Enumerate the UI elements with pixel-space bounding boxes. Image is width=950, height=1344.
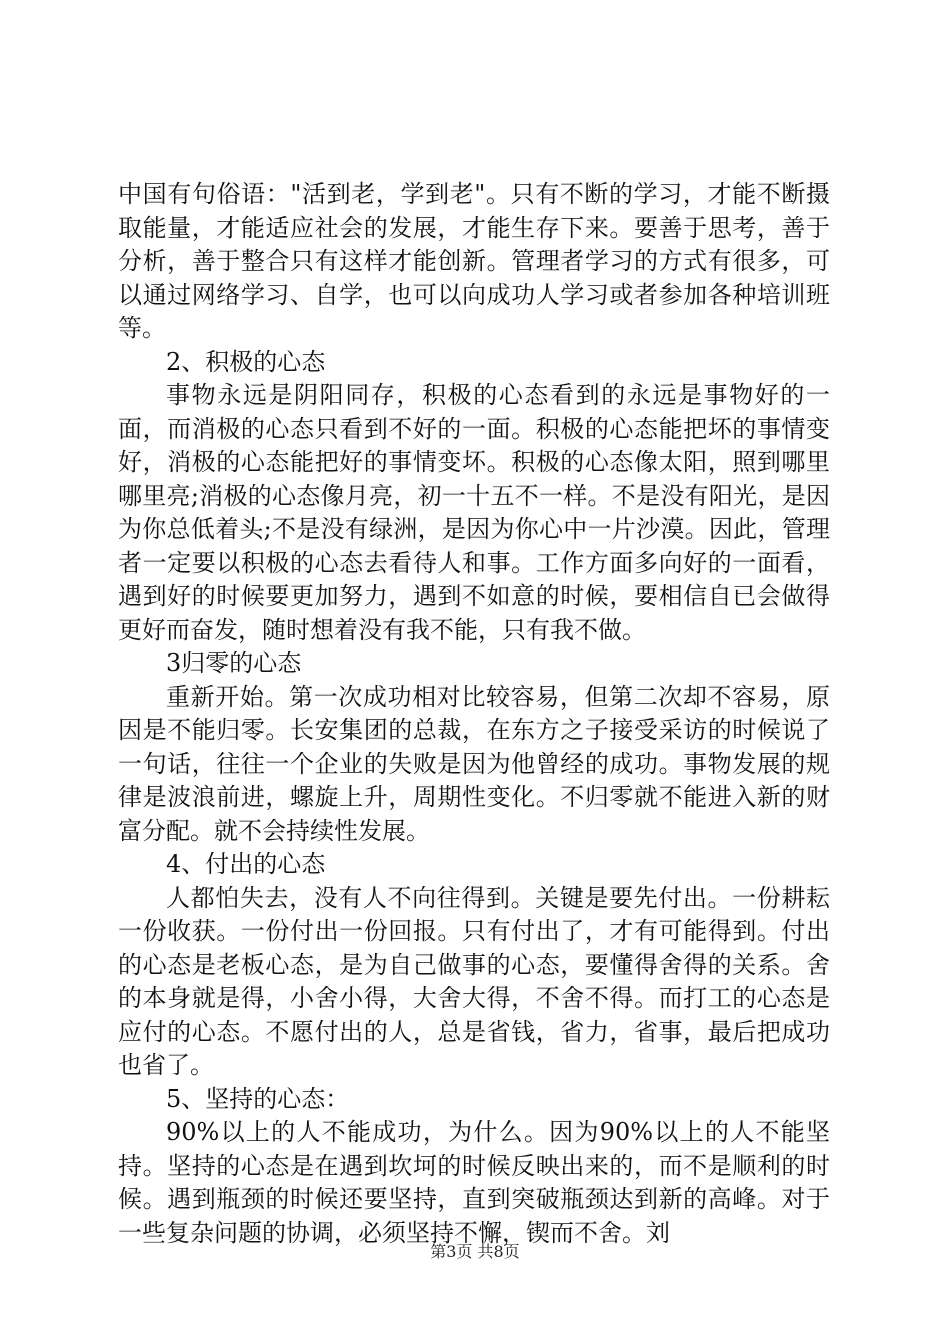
- document-body: [118, 178, 830, 1250]
- page-number-footer: 第3页 共8页: [430, 1242, 520, 1261]
- heading-giving-mindset: 4、付出的心态: [166, 850, 326, 878]
- heading-persistence-mindset: 5、坚持的心态：: [166, 1084, 350, 1113]
- heading-reset-mindset: 3归零的心态: [166, 649, 302, 677]
- paragraph-reset-mindset: 重新开始。第一次成功相对比较容易，但第二次却不容易，原因是不能归零。长安集团的总裁，在东方之子接受采访的时候说了一句话，往往一个企业的失败是因为他曾经的成功。事物发展的规律是波浪前进，螺旋上升，周期性变化。不归零就不能进入新的财富分配。就不会持续性发展。: [118, 682, 830, 845]
- paragraph-giving-mindset: 人都怕失去，没有人不向往得到。关键是要先付出。一份耕耘一份收获。一份付出一份回报。只有付出了，才有可能得到。付出的心态是老板心态，是为自己做事的心态，要懂得舍得的关系。舍的本身就是得，小舍小得，大舍大得，不舍不得。而打工的心态是应付的心态。不愿付出的人，总是省钱，省力，省事，最后把成功也省了。: [118, 883, 830, 1079]
- paragraph-positive-mindset: 事物永远是阴阳同存，积极的心态看到的永远是事物好的一面，而消极的心态只看到不好的一面。积极的心态能把坏的事情变好，消极的心态能把好的事情变坏。积极的心态像太阳，照到哪里哪里亮;消极的心态像月亮，初一十五不一样。不是没有阳光，是因为你总低着头;不是没有绿洲，是因为你心中一片沙漠。因此，管理者一定要以积极的心态去看待人和事。工作方面多向好的一面看，遇到好的时候要更加努力，遇到不如意的时候，要相信自已会做得更好而奋发，随时想着没有我不能，只有我不做。: [118, 381, 830, 644]
- paragraph-learning: 中国有句俗语："活到老，学到老"。只有不断的学习，才能不断摄取能量，才能适应社会的发展，才能生存下来。要善于思考，善于分析，善于整合只有这样才能创新。管理者学习的方式有很多，可以通过网络学习、自学，也可以向成功人学习或者参加各种培训班等。: [118, 180, 830, 342]
- paragraph-persistence-mindset: 90%以上的人不能成功，为什么。因为90%以上的人不能坚持。坚持的心态是在遇到坎坷的时候反映出来的，而不是顺利的时候。遇到瓶颈的时候还要坚持，直到突破瓶颈达到新的高峰。对于一些复杂问题的协调，必须坚持不懈，锲而不舍。刘: [118, 1118, 830, 1247]
- heading-positive-mindset: 2、积极的心态: [166, 347, 326, 376]
